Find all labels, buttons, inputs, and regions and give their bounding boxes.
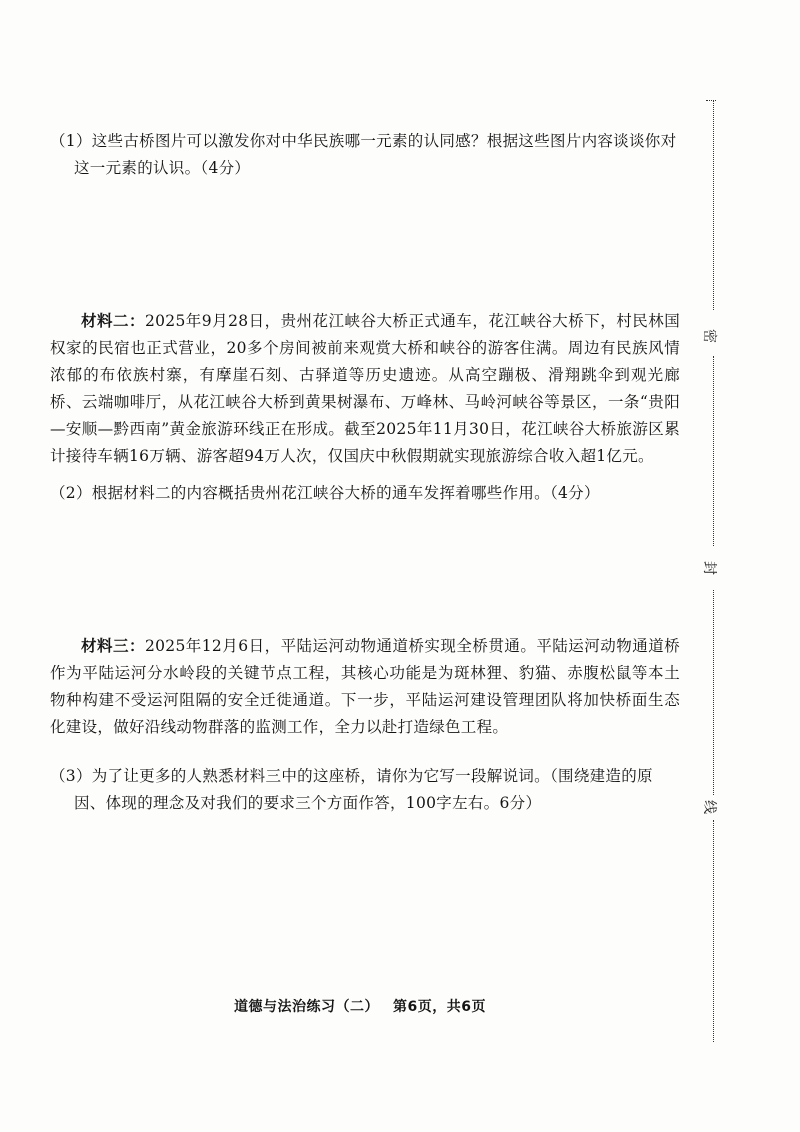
question-1 — [50, 128, 680, 182]
material-3-label: 材料三： — [81, 636, 145, 655]
binding-char-line: 线 — [701, 800, 717, 814]
material-3 — [50, 632, 680, 741]
question-3-text: （3）为了让更多的人熟悉材料三中的这座桥，请你为它写一段解说词。（围绕建造的原因、体现的理念及对我们的要求三个方面作答，100字左右。6分） — [50, 767, 653, 812]
material-2-body: 2025年9月28日，贵州花江峡谷大桥正式通车，花江峡谷大桥下，村民林国权家的民宿也正式营业，20多个房间被前来观赏大桥和峡谷的游客住满。周边有民族风情浓郁的布依族村寨，有摩崖石刻、古驿道等历史遗迹。从高空蹦极、滑翔跳伞到观光廊桥、云端咖啡厅，从花江峡谷大桥到黄果树瀑布、万峰林、马岭河峡谷等景区，一条“贵阳—安顺—黔西南”黄金旅游环线正在形成。截至2025年11月30日，花江峡谷大桥旅游区累计接待车辆16万辆、游客超94万人次，仅国庆中秋假期就实现旅游综合收入超1亿元。 — [50, 312, 681, 465]
question-2 — [50, 480, 680, 507]
material-3-paragraph — [50, 632, 680, 741]
footer-page-number: 第6页，共6页 — [393, 999, 486, 1015]
binding-line-segment — [713, 590, 714, 795]
question-3 — [50, 763, 680, 817]
material-2 — [50, 307, 680, 470]
footer-subject: 道德与法治练习（二） — [234, 999, 379, 1015]
page-footer — [0, 996, 720, 1016]
question-1-text: （1）这些古桥图片可以激发你对中华民族哪一元素的认同感？根据这些图片内容谈谈你对这一元素的认识。（4分） — [50, 132, 677, 177]
question-2-text: （2）根据材料二的内容概括贵州花江峡谷大桥的通车发挥着哪些作用。（4分） — [50, 484, 600, 502]
binding-line-segment — [713, 356, 714, 546]
binding-line-tick — [706, 100, 716, 101]
material-2-paragraph — [50, 307, 680, 470]
binding-char-seal-2: 封 — [701, 561, 717, 575]
binding-line-segment — [713, 820, 714, 1042]
binding-line-segment — [713, 100, 714, 310]
material-3-body: 2025年12月6日，平陆运河动物通道桥实现全桥贯通。平陆运河动物通道桥作为平陆运河分水岭段的关键节点工程，其核心功能是为斑林狸、豹猫、赤腹松鼠等本土物种构建不受运河阻隔的安全迁徙通道。下一步，平陆运河建设管理团队将加快桥面生态化建设，做好沿线动物群落的监测工作，全力以赴打造绿色工程。 — [50, 637, 681, 736]
binding-char-seal: 密 — [701, 329, 717, 343]
material-2-label: 材料二： — [81, 311, 145, 330]
